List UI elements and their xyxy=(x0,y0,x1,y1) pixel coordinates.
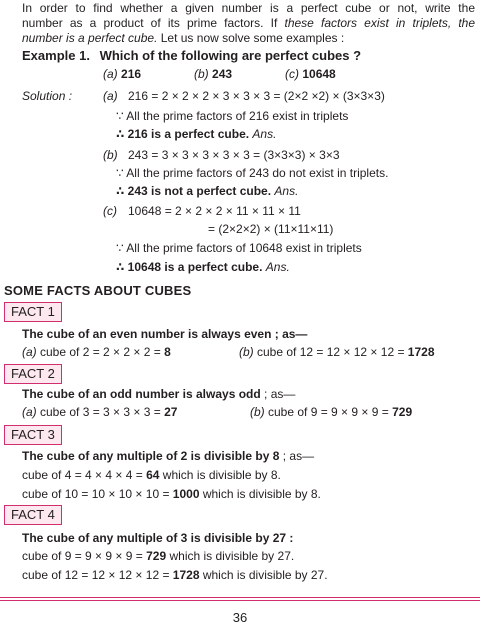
fact-1-a-result: 8 xyxy=(164,345,171,359)
solution-c-expr: 10648 = 2 × 2 × 2 × 11 × 11 × 11 xyxy=(128,204,301,218)
fact-3-ex2-pre: cube of 10 = 10 × 10 × 10 = xyxy=(22,487,173,501)
fact-4-ex1-result: 729 xyxy=(146,549,167,563)
solution-b-conclusion: ∴ 243 is not a perfect cube. xyxy=(116,184,272,198)
solution-b-expr: 243 = 3 × 3 × 3 × 3 × 3 = (3×3×3) × 3×3 xyxy=(128,148,340,162)
fact-3-ex2-post: which is divisible by 8. xyxy=(199,487,321,501)
footer-rule-top xyxy=(0,597,480,598)
example-option-c xyxy=(285,66,336,82)
fact-4-ex1-pre: cube of 9 = 9 × 9 × 9 = xyxy=(22,549,147,563)
fact-4-ex2-pre: cube of 12 = 12 × 12 × 12 = xyxy=(22,568,173,582)
fact-2-statement-bold: The cube of an odd number is always odd xyxy=(22,387,261,401)
option-c-label: (c) xyxy=(285,67,299,81)
solution-a-conclusion: ∴ 216 is a perfect cube. xyxy=(116,127,250,141)
fact-1-statement: The cube of an even number is always even ; as— xyxy=(22,327,308,341)
fact-1-b-result: 1728 xyxy=(407,345,435,359)
example-label: Example 1. xyxy=(22,48,90,63)
fact-3-statement-rest: ; as— xyxy=(279,449,315,463)
option-b-label: (b) xyxy=(194,67,209,81)
fact-1-example-a xyxy=(22,344,171,360)
option-b-value: 243 xyxy=(212,67,233,81)
intro-line-2-b: these factors exist in triplets, the xyxy=(284,16,475,30)
solution-label: Solution : xyxy=(22,89,73,103)
fact-3-statement-bold: The cube of any multiple of 2 is divisible by 8 xyxy=(22,449,280,463)
fact-1-a-label: (a) xyxy=(22,345,37,359)
fact-2-a-text: cube of 3 = 3 × 3 × 3 = xyxy=(36,405,165,419)
fact-1-box: FACT 1 xyxy=(4,302,62,322)
fact-2-example-b xyxy=(250,404,412,420)
page-number: 36 xyxy=(232,610,248,625)
section-title: SOME FACTS ABOUT CUBES xyxy=(4,283,192,298)
solution-b-ans: Ans. xyxy=(274,184,299,198)
solution-c-label: (c) xyxy=(103,204,117,218)
solution-a-expr: 216 = 2 × 2 × 2 × 3 × 3 × 3 = (2×2 ×2) × (3×3×3) xyxy=(128,89,385,103)
fact-3-ex2-result: 1000 xyxy=(172,487,200,501)
solution-a-label: (a) xyxy=(103,89,118,103)
fact-2-statement xyxy=(22,386,295,402)
solution-c-expr2: = (2×2×2) × (11×11×11) xyxy=(208,222,334,236)
example-option-a xyxy=(103,66,141,82)
solution-b-conclusion-row xyxy=(116,183,298,199)
intro-line-2-a: number as a product of its prime factors. If xyxy=(22,16,285,30)
fact-2-b-result: 729 xyxy=(392,405,413,419)
fact-3-statement xyxy=(22,448,314,464)
fact-1-example-b xyxy=(239,344,435,360)
fact-4-example-1 xyxy=(22,548,294,564)
solution-b-reason: ∵ All the prime factors of 243 do not exist in triplets. xyxy=(116,166,389,180)
fact-2-example-a xyxy=(22,404,177,420)
option-a-value: 216 xyxy=(121,67,142,81)
fact-3-ex1-result: 64 xyxy=(146,468,160,482)
intro-line-3-b: Let us now solve some examples : xyxy=(157,31,345,45)
fact-3-ex1-post: which is divisible by 8. xyxy=(159,468,281,482)
fact-2-a-label: (a) xyxy=(22,405,37,419)
fact-4-ex1-post: which is divisible by 27. xyxy=(166,549,295,563)
solution-c-conclusion-row xyxy=(116,259,290,275)
fact-3-example-2 xyxy=(22,486,321,502)
intro-line-1: In order to find whether a given number is a perfect cube or not, write the xyxy=(22,1,475,15)
fact-4-ex2-result: 1728 xyxy=(172,568,200,582)
fact-2-b-text: cube of 9 = 9 × 9 × 9 = xyxy=(264,405,393,419)
solution-a-ans: Ans. xyxy=(252,127,277,141)
fact-2-a-result: 27 xyxy=(164,405,178,419)
intro-line-3 xyxy=(22,30,344,46)
footer-rule-bottom xyxy=(0,600,480,601)
fact-2-statement-rest: ; as— xyxy=(260,387,296,401)
fact-4-example-2 xyxy=(22,567,328,583)
fact-2-box: FACT 2 xyxy=(4,364,62,384)
fact-3-ex1-pre: cube of 4 = 4 × 4 × 4 = xyxy=(22,468,147,482)
option-a-label: (a) xyxy=(103,67,118,81)
fact-1-b-text: cube of 12 = 12 × 12 × 12 = xyxy=(253,345,408,359)
solution-c-reason: ∵ All the prime factors of 10648 exist in triplets xyxy=(116,241,362,255)
intro-line-2 xyxy=(22,15,475,31)
solution-c-conclusion: ∴ 10648 is a perfect cube. xyxy=(116,260,263,274)
solution-b-label: (b) xyxy=(103,148,118,162)
fact-4-ex2-post: which is divisible by 27. xyxy=(199,568,328,582)
example-question: Which of the following are perfect cubes ? xyxy=(99,48,362,63)
fact-3-example-1 xyxy=(22,467,281,483)
fact-2-b-label: (b) xyxy=(250,405,265,419)
fact-4-statement: The cube of any multiple of 3 is divisible by 27 : xyxy=(22,531,294,545)
example-option-b xyxy=(194,66,232,82)
solution-a-conclusion-row xyxy=(116,126,276,142)
fact-1-a-text: cube of 2 = 2 × 2 × 2 = xyxy=(36,345,165,359)
example-heading xyxy=(22,48,361,64)
fact-4-box: FACT 4 xyxy=(4,505,62,525)
intro-line-3-a: number is a perfect cube. xyxy=(22,31,158,45)
fact-1-b-label: (b) xyxy=(239,345,254,359)
solution-a-reason: ∵ All the prime factors of 216 exist in triplets xyxy=(116,109,349,123)
solution-c-ans: Ans. xyxy=(265,260,290,274)
option-c-value: 10648 xyxy=(302,67,336,81)
fact-3-box: FACT 3 xyxy=(4,425,62,445)
